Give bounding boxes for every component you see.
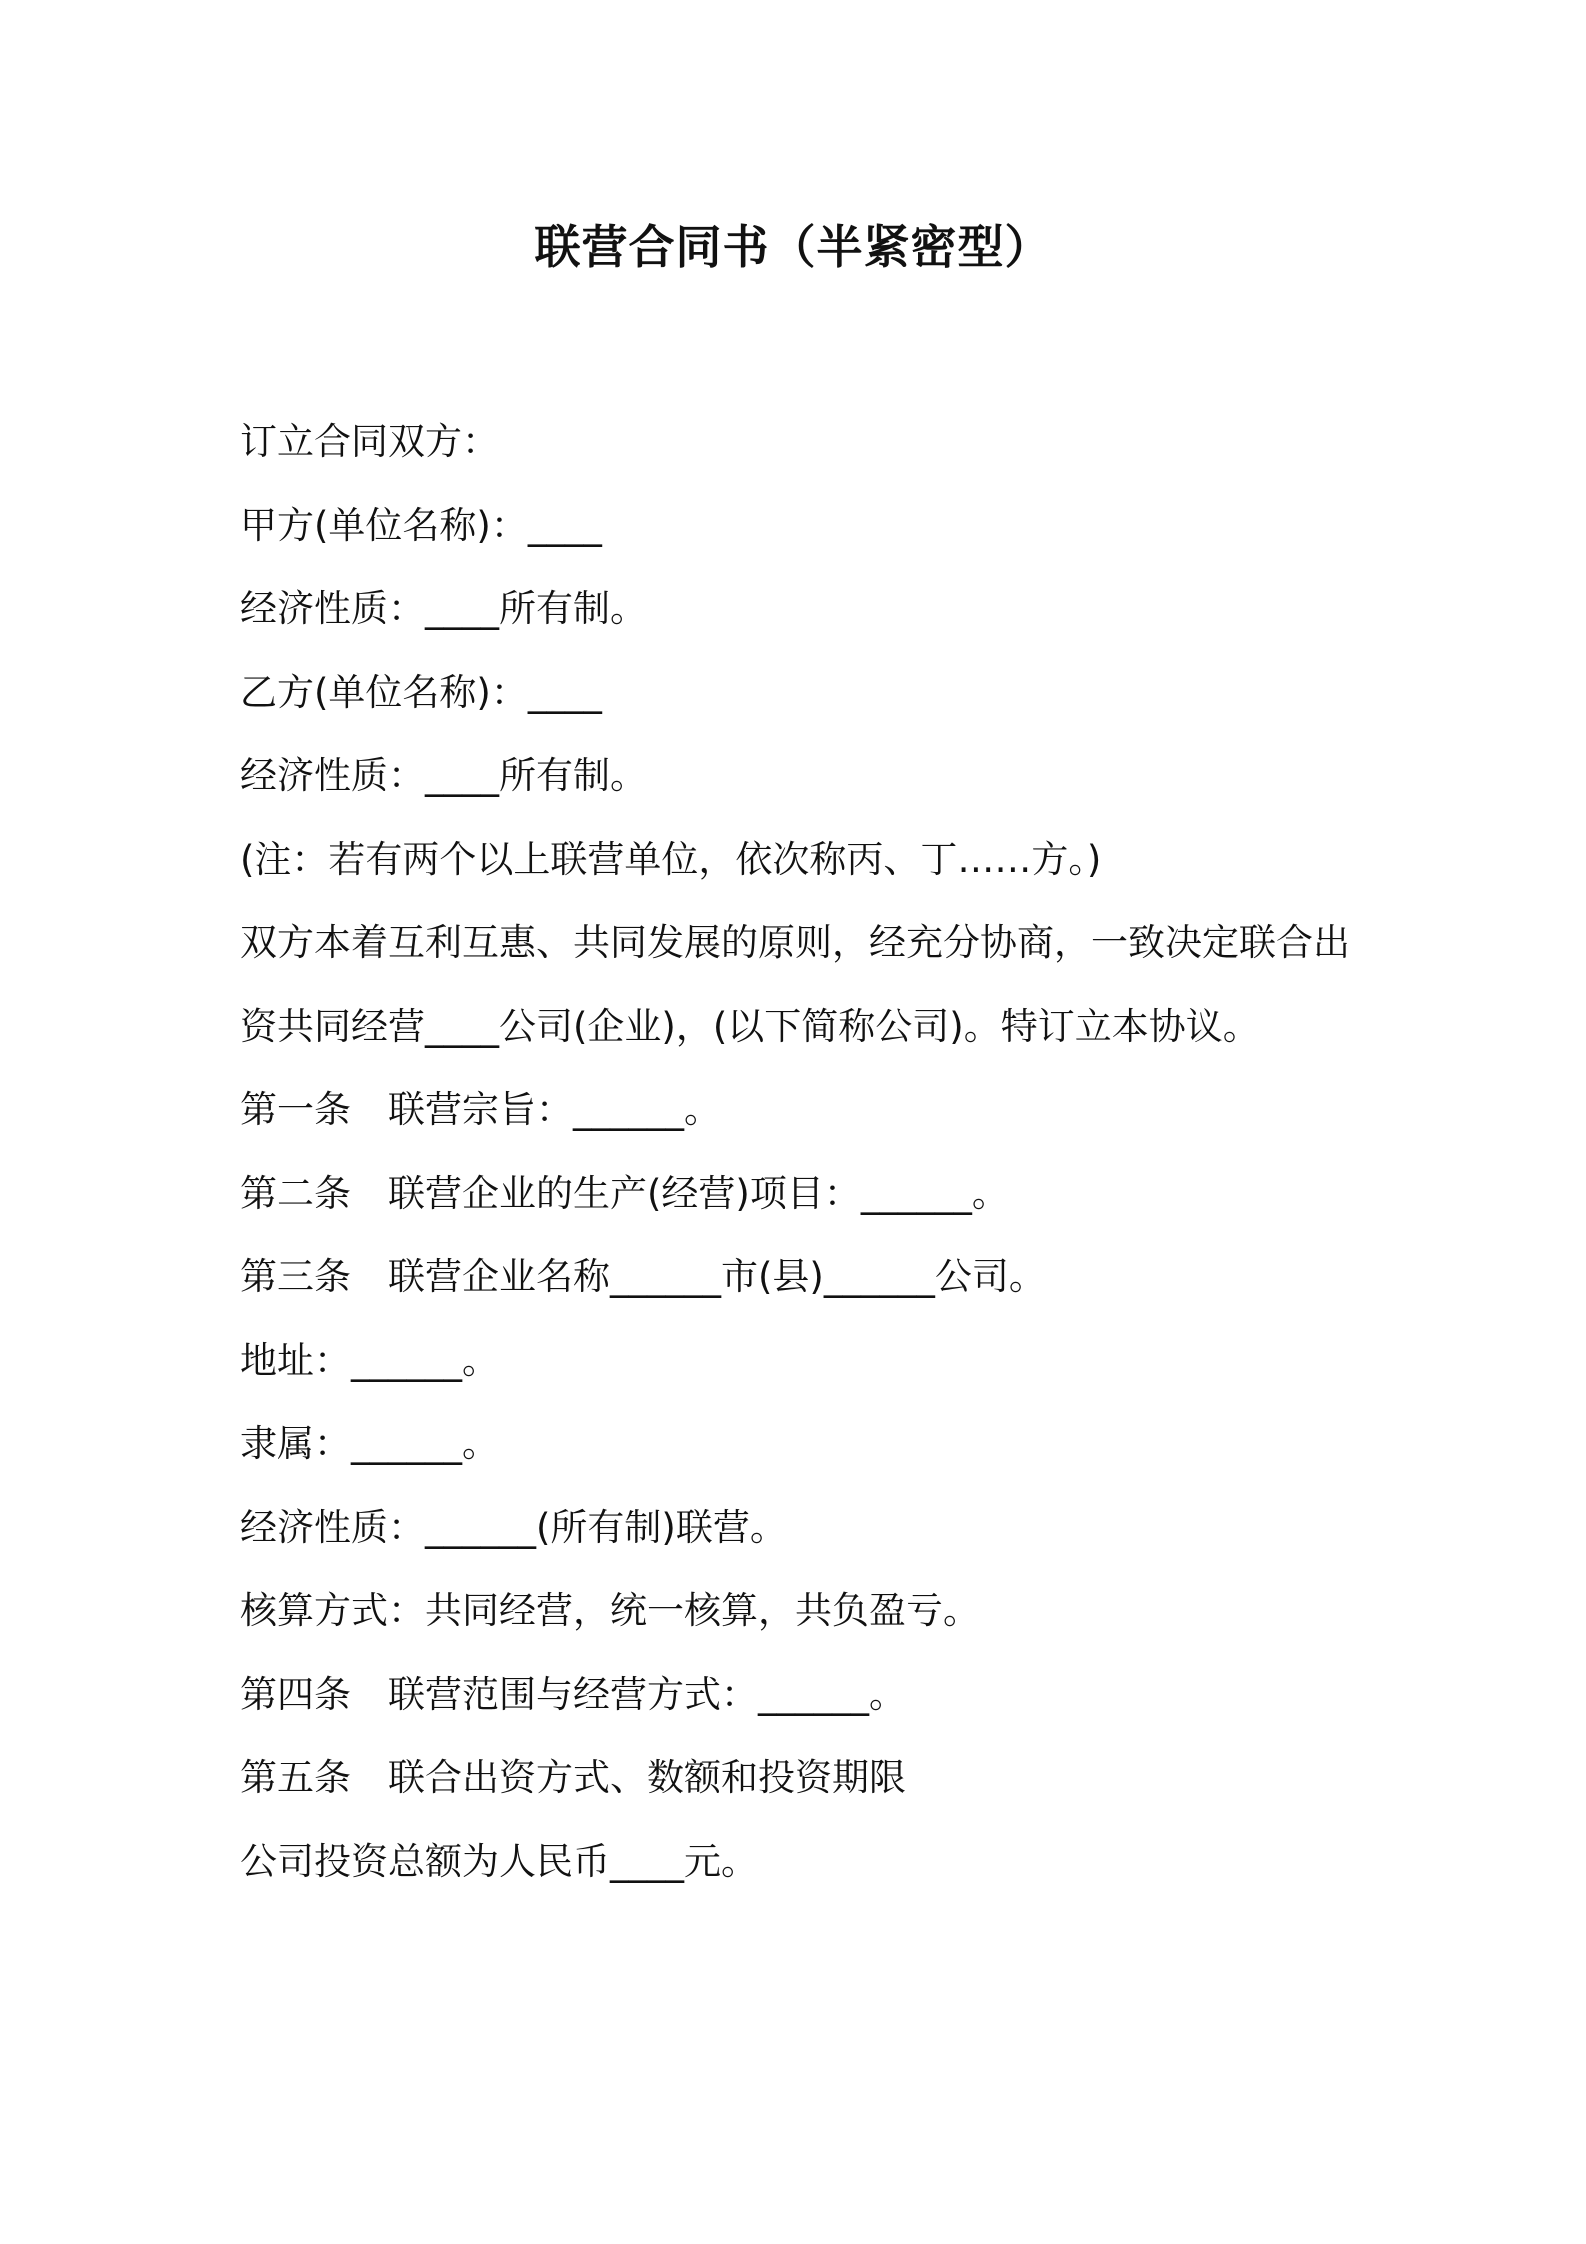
paragraph-parties-heading: 订立合同双方： [240, 420, 499, 463]
paragraph-party-a-name: 甲方(单位名称)：____ [240, 503, 602, 547]
paragraph-affiliation: 隶属：______。 [240, 1422, 499, 1465]
paragraph-article-5: 第五条 联合出资方式、数额和投资期限 [240, 1756, 906, 1799]
paragraph-party-b-name: 乙方(单位名称)：____ [240, 670, 602, 714]
paragraph-accounting-method: 核算方式：共同经营，统一核算，共负盈亏。 [240, 1589, 980, 1632]
paragraph-economic-nature: 经济性质：______(所有制)联营。 [240, 1505, 787, 1549]
paragraph-article-3: 第三条 联营企业名称______市(县)______公司。 [240, 1255, 1046, 1298]
paragraph-party-b-nature: 经济性质：____所有制。 [240, 754, 647, 797]
paragraph-article-2: 第二条 联营企业的生产(经营)项目：______。 [240, 1171, 1009, 1215]
paragraph-article-4: 第四条 联营范围与经营方式：______。 [240, 1672, 906, 1716]
paragraph-note: (注：若有两个以上联营单位，依次称丙、丁……方。) [240, 837, 1102, 881]
document-body [240, 400, 1360, 1903]
paragraph-article-1: 第一条 联营宗旨：______。 [240, 1088, 721, 1131]
paragraph-party-a-nature: 经济性质：____所有制。 [240, 587, 647, 630]
paragraph-address: 地址：______。 [240, 1338, 499, 1382]
paragraph-total-investment: 公司投资总额为人民币____元。 [240, 1839, 758, 1883]
document-title: 联营合同书（半紧密型） [534, 220, 1052, 274]
paragraph-preamble: 双方本着互利互惠、共同发展的原则，经充分协商，一致决定联合出资共同经营____公司(企业)，(以下简称公司)。特订立本协议。 [240, 921, 1350, 1048]
